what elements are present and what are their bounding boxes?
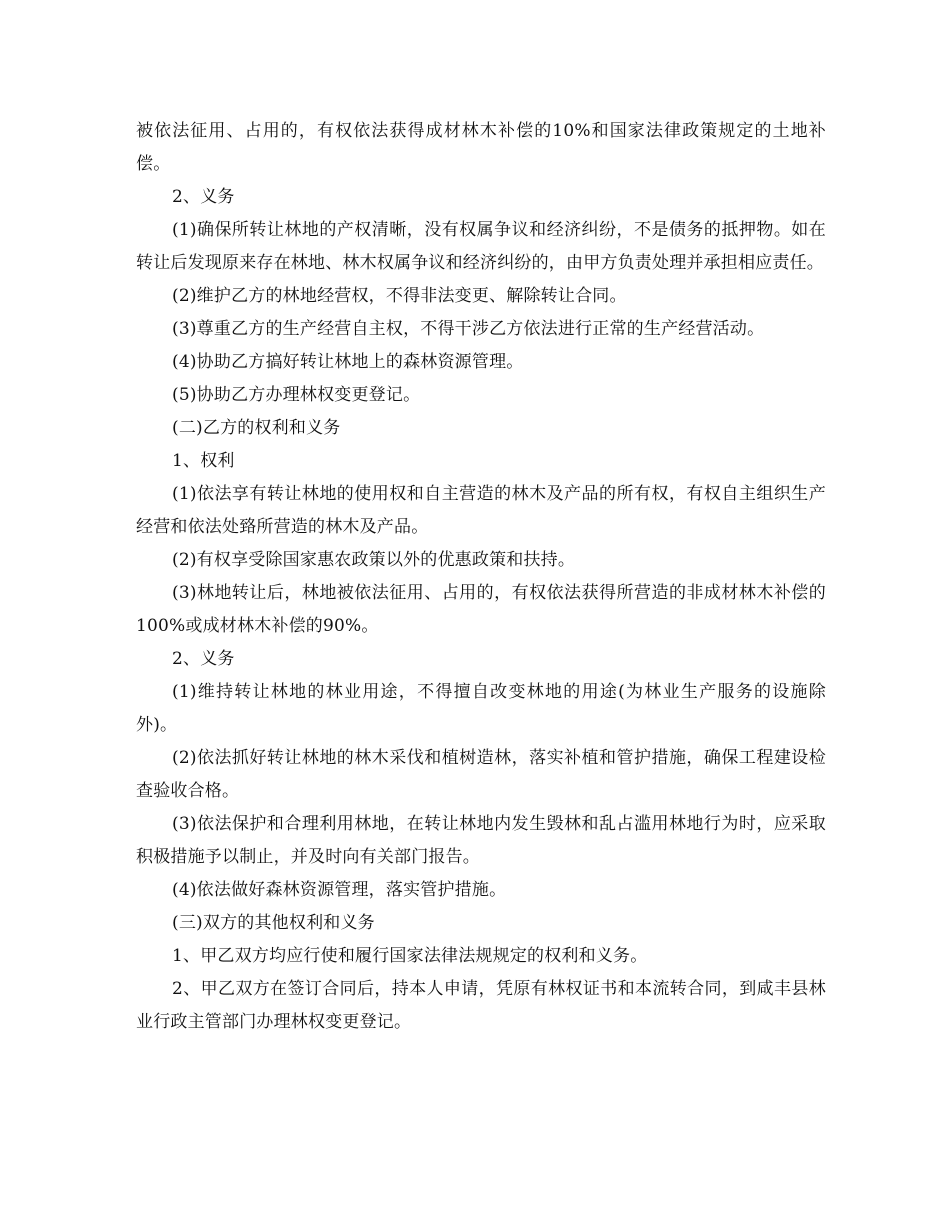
paragraph: (3)依法保护和合理利用林地，在转让林地内发生毁林和乱占滥用林地行为时，应采取积极措施予以制止，并及时向有关部门报告。 — [136, 814, 826, 867]
paragraph: (4)依法做好森林资源管理，落实管护措施。 — [172, 880, 507, 900]
paragraph: (1)维持转让林地的林业用途，不得擅自改变林地的用途(为林业生产服务的设施除外)。 — [136, 682, 826, 735]
document-body — [136, 115, 826, 1039]
paragraph: (1)确保所转让林地的产权清晰，没有权属争议和经济纠纷，不是债务的抵押物。如在转让后发现原来存在林地、林木权属争议和经济纠纷的，由甲方负责处理并承担相应责任。 — [136, 220, 826, 273]
paragraph: (2)维护乙方的林地经营权，不得非法变更、解除转让合同。 — [172, 286, 627, 306]
subsection-heading: 1、权利 — [172, 451, 235, 471]
paragraph: (2)有权享受除国家惠农政策以外的优惠政策和扶持。 — [172, 550, 576, 570]
paragraph: 2、甲乙双方在签订合同后，持本人申请，凭原有林权证书和本流转合同，到咸丰县林业行政主管部门办理林权变更登记。 — [136, 979, 826, 1032]
section-heading: (三)双方的其他权利和义务 — [172, 913, 375, 933]
paragraph: (5)协助乙方办理林权变更登记。 — [172, 385, 421, 405]
paragraph: (3)尊重乙方的生产经营自主权，不得干涉乙方依法进行正常的生产经营活动。 — [172, 319, 765, 339]
paragraph: 1、甲乙双方均应行使和履行国家法律法规规定的权利和义务。 — [172, 946, 648, 966]
paragraph: (1)依法享有转让林地的使用权和自主营造的林木及产品的所有权，有权自主组织生产经营和依法处臵所营造的林木及产品。 — [136, 484, 826, 537]
subsection-heading: 2、义务 — [172, 649, 235, 669]
paragraph: (2)依法抓好转让林地的林木采伐和植树造林，落实补植和管护措施，确保工程建设检查验收合格。 — [136, 748, 826, 801]
paragraph: (3)林地转让后，林地被依法征用、占用的，有权依法获得所营造的非成材林木补偿的100%或成材林木补偿的90%。 — [136, 583, 826, 636]
section-heading: (二)乙方的权利和义务 — [172, 418, 341, 438]
paragraph: (4)协助乙方搞好转让林地上的森林资源管理。 — [172, 352, 524, 372]
paragraph: 2、义务 — [172, 187, 235, 207]
paragraph: 被依法征用、占用的，有权依法获得成材林木补偿的10%和国家法律政策规定的土地补偿。 — [136, 121, 826, 174]
